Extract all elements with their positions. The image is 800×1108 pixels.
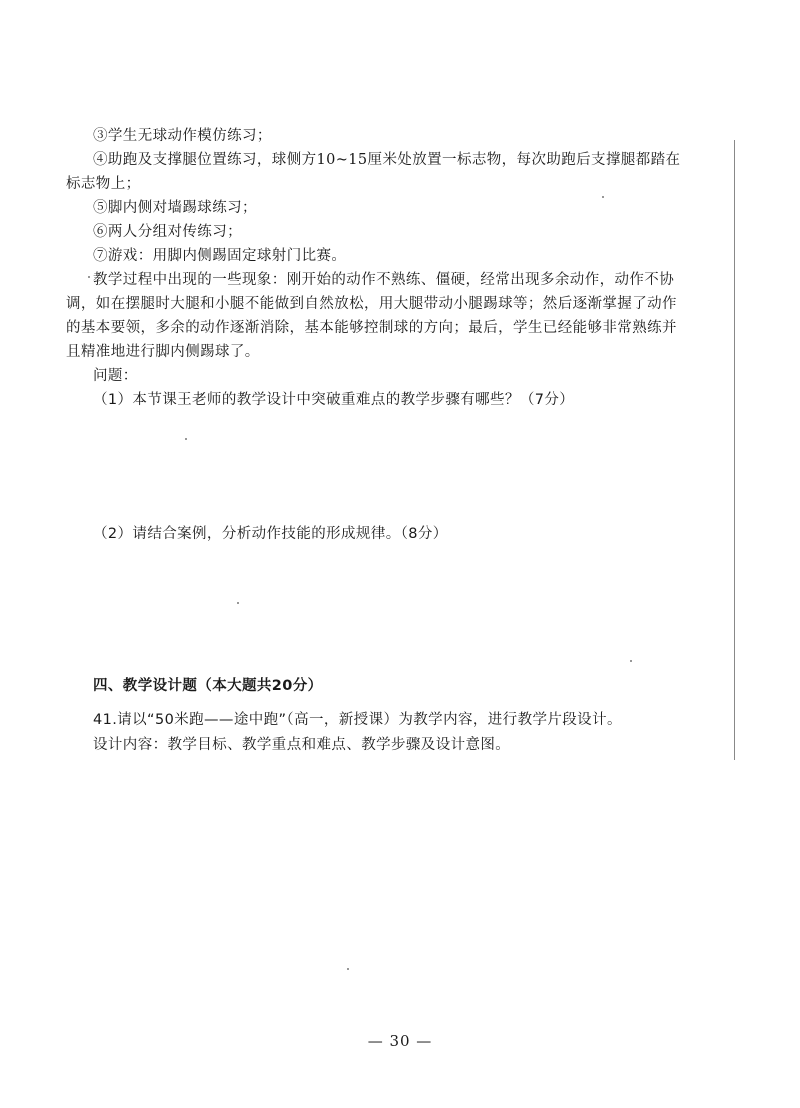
- question-1: （1）本节课王老师的教学设计中突破重难点的教学步骤有哪些？（7分）: [93, 392, 575, 408]
- step-7: ⑦游戏：用脚内侧踢固定球射门比赛。: [93, 248, 347, 264]
- design-content: 设计内容：教学目标、教学重点和难点、教学步骤及设计意图。: [93, 737, 511, 753]
- question-41: 41.请以“50米跑——途中跑”（高一，新授课）为教学内容，进行教学片段设计。: [93, 712, 622, 728]
- phenomena-line-4: 且精准地进行脚内侧踢球了。: [66, 344, 260, 360]
- section-4-heading: 四、教学设计题（本大题共20分）: [93, 678, 323, 694]
- step-5: ⑤脚内侧对墙踢球练习；: [93, 200, 257, 216]
- margin-rule: [734, 140, 735, 760]
- step-3: ③学生无球动作模仿练习；: [93, 128, 272, 144]
- step-4-line-2: 标志物上；: [66, 176, 141, 192]
- phenomena-line-2: 调，如在摆腿时大腿和小腿不能做到自然放松，用大腿带动小腿踢球等；然后逐渐掌握了动作: [66, 296, 677, 312]
- scan-speck: [88, 276, 90, 278]
- question-2: （2）请结合案例，分析动作技能的形成规律。（8分）: [93, 526, 448, 542]
- phenomena-line-3: 的基本要领，多余的动作逐渐消除，基本能够控制球的方向；最后，学生已经能够非常熟练并: [66, 320, 677, 336]
- scan-speck: [347, 968, 349, 970]
- phenomena-line-1: 教学过程中出现的一些现象：刚开始的动作不熟练、僵硬，经常出现多余动作，动作不协: [93, 272, 675, 288]
- questions-label: 问题：: [93, 368, 138, 384]
- scan-speck: [237, 602, 239, 604]
- step-6: ⑥两人分组对传练习；: [93, 224, 242, 240]
- step-4-line-1: ④助跑及支撑腿位置练习，球侧方10~15厘米处放置一标志物，每次助跑后支撑腿都踏在: [93, 152, 681, 168]
- page-number: — 30 —: [367, 1032, 433, 1050]
- scan-speck: [185, 438, 187, 440]
- scan-speck: [602, 196, 604, 198]
- scan-speck: [630, 660, 632, 662]
